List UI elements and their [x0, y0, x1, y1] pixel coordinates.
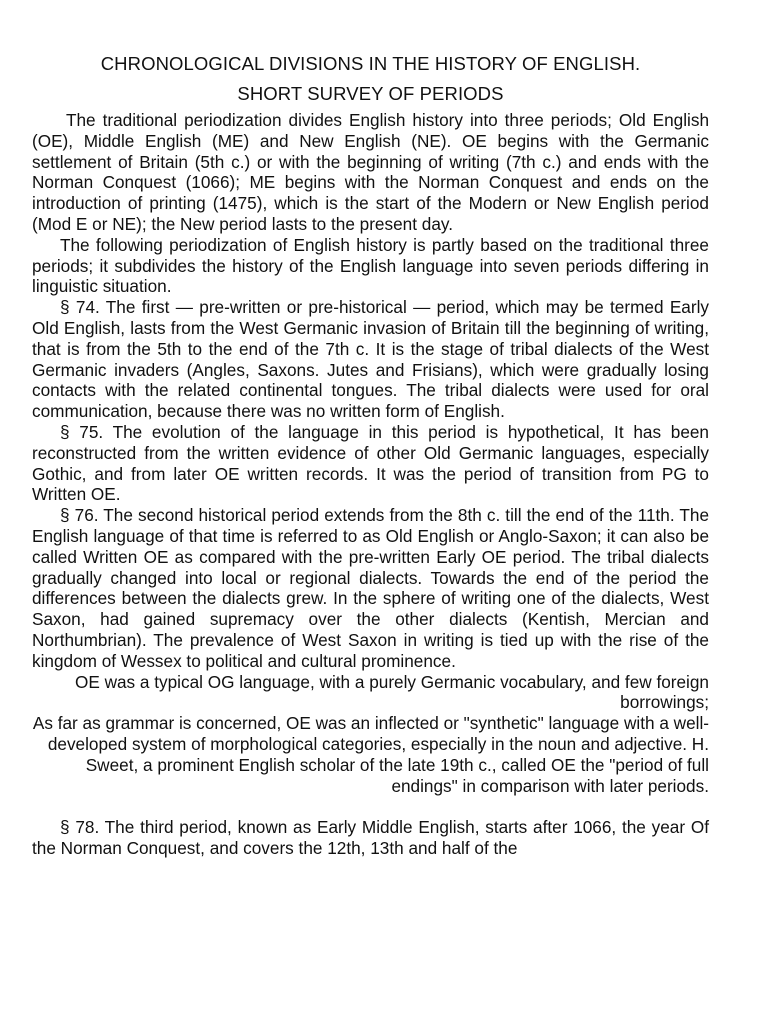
paragraph-section-75: § 75. The evolution of the language in this period is hypothetical, It has been reconstructed from the written evidence of other Old Germanic languages, especially Gothic, and from later OE written records. It was the period of transition from PG to Written OE. [32, 421, 709, 505]
paragraph-traditional-periodization: The traditional periodization divides English history into three periods; Old English (OE), Middle English (ME) and New English (NE). OE begins with the Germanic settlement of Britain (5th c.) or with the beginning of writing (7th c.) and ends with the Norman Conquest (1066); ME begins with the Norman Conquest and ends on the introduction of printing (1475), which is the start of the Modern or New English period (Mod E or NE); the New period lasts to the present day. [32, 110, 709, 234]
blank-line [32, 796, 709, 817]
document-title-line-2: SHORT SURVEY OF PERIODS [237, 83, 504, 104]
paragraph-section-74: § 74. The first — pre-written or pre-historical — period, which may be termed Early Old English, lasts from the West Germanic invasion of Britain till the beginning of writing, that is from the 5th to the end of the 7th c. It is the stage of tribal dialects of the West Germanic invaders (Angles, Saxons. Jutes and Frisians), which were gradually losing contacts with the related continental tongues. The tribal dialects were used for oral communication, because there was no written form of English. [32, 297, 709, 422]
document-title-line-1: CHRONOLOGICAL DIVISIONS IN THE HISTORY OF ENGLISH. [100, 53, 641, 74]
paragraph-oe-grammar: As far as grammar is concerned, OE was an inflected or "synthetic" language with a well-developed system of morphological categories, especially in the noun and adjective. H. Sweet, a prominent English scholar of the late 19th c., called OE the "period of full endings" in comparison with later periods. [32, 713, 709, 796]
paragraph-following-periodization: The following periodization of English history is partly based on the traditional three periods; it subdivides the history of the English language into seven periods differing in linguistic situation. [32, 234, 709, 297]
paragraph-oe-vocabulary: OE was a typical OG language, with a purely Germanic vocabulary, and few foreign borrowings; [74, 671, 709, 713]
document-page [32, 50, 709, 859]
paragraph-section-78: § 78. The third period, known as Early Middle English, starts after 1066, the year Of the Norman Conquest, and covers the 12th, 13th and half of the [32, 817, 709, 859]
paragraph-section-76: § 76. The second historical period extends from the 8th c. till the end of the 11th. The English language of that time is referred to as Old English or Anglo-Saxon; it can also be called Written OE as compared with the pre-written Early OE period. The tribal dialects gradually changed into local or regional dialects. Towards the end of the period the differences between the dialects grew. In the sphere of writing one of the dialects, West Saxon, had gained supremacy over the other dialects (Kentish, Mercian and Northumbrian). The prevalence of West Saxon in writing is tied up with the rise of the kingdom of Wessex to political and cultural prominence. [32, 505, 709, 671]
